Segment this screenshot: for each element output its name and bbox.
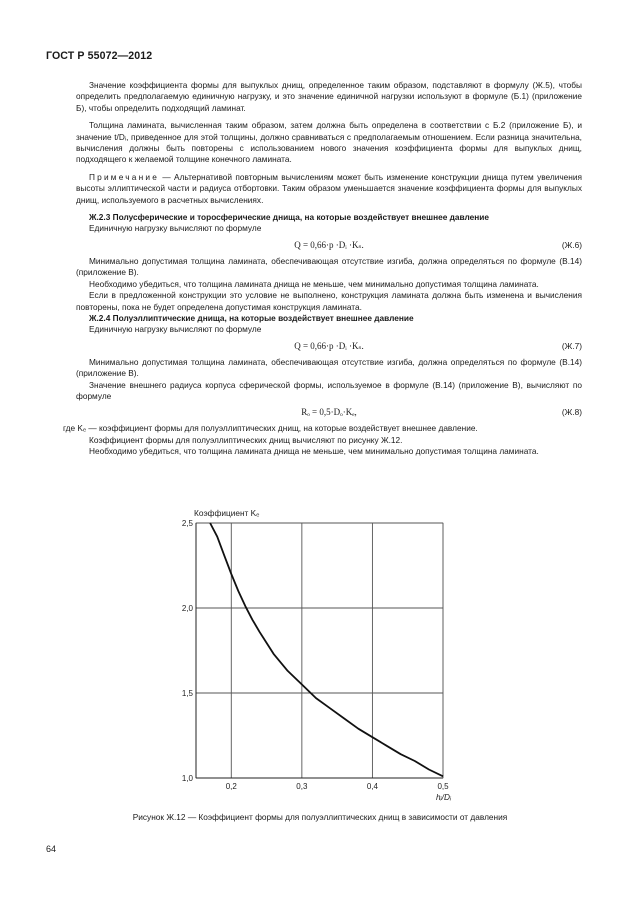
x-tick-label: 0,5 (437, 782, 449, 791)
figure-caption: Рисунок Ж.12 — Коэффициент формы для полуэллиптических днищ в зависимости от давления (132, 812, 508, 822)
formula-expression: Q = 0,66·p ·Dᵢ ·Kₛ. (294, 239, 364, 250)
document-body (63, 80, 582, 458)
document-header: ГОСТ Р 55072—2012 (46, 50, 153, 62)
formula-zh7 (76, 341, 582, 353)
paragraph: Значение коэффициента формы для выпуклых днищ, определенное таким образом, подставляют в формулу (Ж.5), чтобы определить предполагаемую единичную нагрузку, и это значение единичной нагрузки используют в формуле (Б.1) (приложение Б), чтобы определить подходящий ламинат. (76, 80, 582, 113)
section-heading: Ж.2.4 Полуэллиптические днища, на которые воздействует внешнее давление (89, 312, 414, 323)
formula-number: (Ж.8) (561, 407, 582, 418)
note-paragraph (76, 172, 582, 206)
paragraph: где Kₑ — коэффициент формы для полуэллиптических днищ, на которые воздействует внешнее давление. (63, 423, 478, 434)
y-axis-label: Коэффициент Kₑ (194, 508, 260, 518)
y-tick-label: 2,0 (181, 604, 193, 613)
formula-expression: Rₒ = 0,5·Dₒ·Kₑ, (301, 407, 357, 418)
plot-frame (196, 523, 443, 778)
formula-expression: Q = 0,66·p ·Dᵢ ·Kₛ. (294, 340, 364, 351)
formula-zh8 (76, 407, 582, 419)
y-tick-label: 2,5 (181, 519, 193, 528)
paragraph: Необходимо убедиться, что толщина ламината днища не меньше, чем минимально допустимая толщина ламината. (89, 278, 539, 289)
x-axis-label: hᵢ/Dᵢ (436, 792, 451, 802)
x-tick-label: 0,3 (296, 782, 308, 791)
paragraph: Коэффициент формы для полуэллиптических днищ вычисляют по рисунку Ж.12. (89, 434, 403, 445)
shape-factor-chart (160, 505, 470, 805)
y-tick-label: 1,5 (181, 689, 193, 698)
section-heading: Ж.2.3 Полусферические и торосферические днища, на которые воздействует внешнее давление (89, 212, 490, 223)
paragraph: Если в предложенной конструкции это условие не выполнено, конструкция ламината должна быть изменена и вычисления повторены, пока не будет определена допустимая конструкция ламината. (76, 290, 582, 312)
formula-number: (Ж.6) (561, 239, 582, 250)
formula-zh6 (76, 240, 582, 252)
paragraph: Значение внешнего радиуса корпуса сферической формы, используемое в формуле (В.14) (приложение В), вычисляют по формуле (76, 379, 582, 401)
paragraph: Толщина ламината, вычисленная таким образом, затем должна быть определена в соответствии с Б.2 (приложение Б), и значение t/Dᵢ, приведенное для этой толщины, должно сравниваться с предполагаемым отношением. Если разница значительна, вычисления должны быть повторены с использованием нового значения коэффициента формы для выпуклых днищ, подходящего к желаемой толщине конечного ламината. (76, 120, 582, 165)
figure-zh12 (160, 505, 470, 805)
paragraph: Минимально допустимая толщина ламината, обеспечивающая отсутствие изгиба, должна определяться по формуле (В.14) (приложение В). (76, 356, 582, 379)
note-text: — Альтернативой повторным вычислениям может быть изменение конструкции днища путем увеличения высоты эллиптической части и радиуса отбортовки. Таким образом уменьшается значение коэффициента формы для выпуклых днищ, используемого в расчетных вычислениях. (76, 171, 582, 205)
paragraph: Необходимо убедиться, что толщина ламината днища не меньше, чем минимально допустимая толщина ламината. (89, 446, 539, 457)
paragraph: Минимально допустимая толщина ламината, обеспечивающая отсутствие изгиба, должна определяться по формуле (В.14) (приложение В). (76, 255, 582, 278)
page-number: 64 (46, 844, 57, 854)
x-tick-label: 0,2 (225, 782, 237, 791)
paragraph: Единичную нагрузку вычисляют по формуле (89, 223, 262, 234)
series-line (210, 523, 443, 776)
paragraph: Единичную нагрузку вычисляют по формуле (89, 324, 262, 335)
y-tick-label: 1,0 (181, 774, 193, 783)
note-label: Примечание (89, 171, 160, 182)
formula-number: (Ж.7) (561, 340, 582, 351)
x-tick-label: 0,4 (366, 782, 378, 791)
